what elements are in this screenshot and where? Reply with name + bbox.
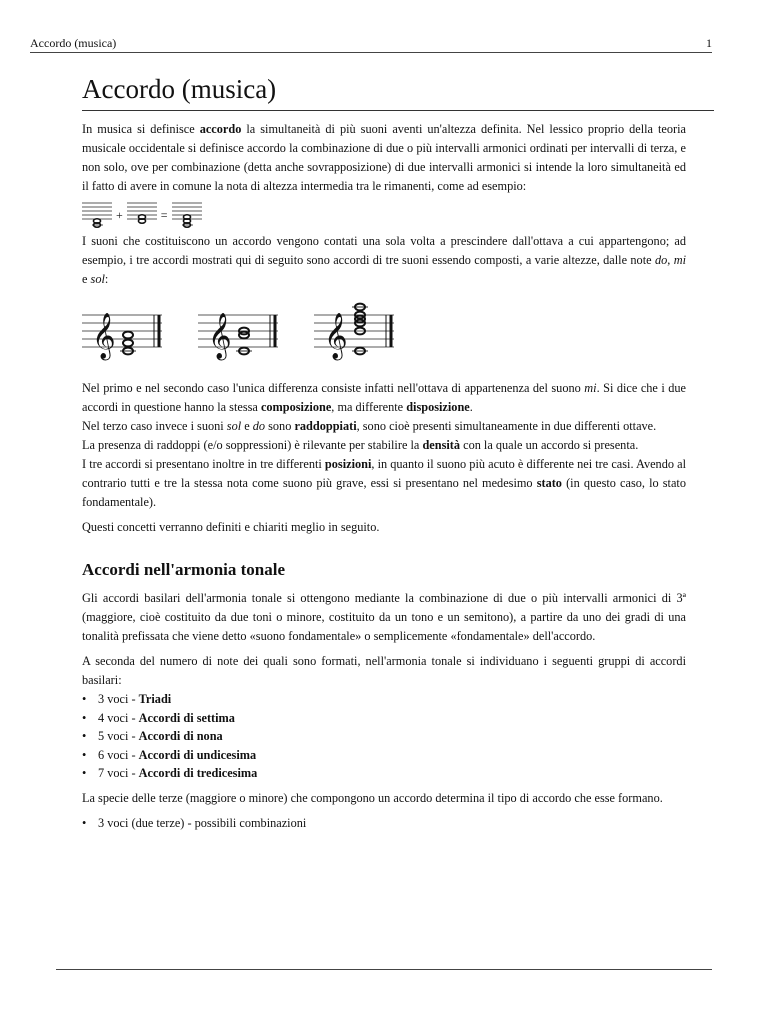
text-run: . Si dice che i due accordi in questione hanno la stessa: [82, 381, 686, 414]
chord-1-staff-icon: [82, 295, 162, 371]
bold-term: disposizione: [406, 400, 470, 414]
text-run: 6 voci -: [98, 747, 139, 762]
text-run: , ma differente: [331, 400, 407, 414]
chord-2-staff-icon: [198, 295, 278, 371]
text-run: I suoni che costituiscono un accordo vengono contati una sola volta a prescindere dall'ottava a cui appartengono; ad esempio, i tre accordi mostrati qui di seguito sono accordi di tre suoni essendo composti, a varie altezze, dalle note: [82, 234, 686, 267]
running-title: Accordo (musica): [30, 36, 117, 50]
list-item: [82, 764, 686, 783]
text-run: A seconda del numero di note dei quali sono formati, nell'armonia tonale si individuano i seguenti gruppi di accordi basilari:: [82, 654, 686, 687]
interval-combination-example: [82, 198, 686, 232]
bold-term: composizione: [260, 400, 332, 414]
text-run: , sono cioè presenti simultaneamente in due differenti ottave.: [356, 419, 657, 433]
text-run: Questi concetti verranno definiti e chiariti meglio in seguito.: [82, 520, 380, 534]
list-item: [82, 746, 686, 765]
text-run: , in quanto il suono più acuto è differente nei tre casi. Avendo al contrario tutti e tre la stessa nota come suono più grave, essi si presentano nel medesimo: [82, 457, 686, 490]
plus-sign: +: [116, 207, 123, 222]
list-item: [82, 727, 686, 746]
triad-staff-icon: [172, 200, 202, 230]
interval-staff-1-icon: [82, 200, 112, 230]
bold-term: Triadi: [138, 692, 172, 706]
text-run: :: [104, 272, 109, 286]
bold-term: accordo: [199, 122, 242, 136]
bold-term: Accordi di settima: [138, 710, 235, 725]
bold-term: Accordi di undicesima: [138, 747, 257, 762]
list-item: [82, 690, 686, 709]
bold-term: Accordi di tredicesima: [138, 766, 258, 780]
text-run: e: [241, 419, 253, 433]
combinations-list: [82, 814, 686, 833]
text-run: 7 voci -: [98, 766, 139, 780]
svg-text:𝄞: 𝄞: [92, 313, 116, 359]
bold-term: densità: [422, 438, 461, 452]
list-item: [82, 814, 686, 833]
bold-term: stato: [536, 476, 562, 490]
svg-text:𝄞: 𝄞: [208, 313, 232, 359]
text-run: la simultaneità di più suoni aventi un'altezza definita. Nel lessico proprio della teoria musicale occidentale si definisce accordo la combinazione di due o più intervalli armonici ordinati per intervalli di terza, e non solo, ove per combinazione (detta anche sovrapposizione) di due intervalli armonici si intende la loro simultaneità ed il fatto di avere in comune la nota di altezza intermedia tra le rimanenti, come ad esempio:: [82, 122, 686, 193]
text-run: La presenza di raddoppi (e/o soppressioni) è rilevante per stabilire la: [82, 438, 423, 452]
footer-rule: [56, 969, 712, 970]
groups-intro-paragraph: [82, 652, 686, 690]
text-run: 4 voci -: [98, 710, 139, 725]
italic-note-name: do: [252, 419, 266, 433]
equals-sign: =: [160, 207, 168, 222]
chord-examples: [82, 293, 686, 373]
text-run: La specie delle terze (maggiore o minore) che compongono un accordo determina il tipo di accordo che esse formano.: [82, 790, 663, 805]
text-run: Nel primo e nel secondo caso l'unica differenza consiste infatti nell'ottava di appartenenza del suono: [82, 381, 585, 395]
text-run: I tre accordi si presentano inoltre in tre differenti: [82, 457, 325, 471]
italic-note-name: do: [654, 253, 668, 267]
italic-note-name: sol: [90, 272, 105, 286]
text-run: sono: [265, 419, 295, 433]
basic-chords-paragraph: [82, 589, 686, 646]
text-run: 3 voci -: [98, 692, 139, 706]
text-run: Gli accordi basilari dell'armonia tonale si ottengono mediante la combinazione di due o più intervalli armonici di 3ª (maggiore, cioè costituito da due toni o minore, costituito da un tono e un semitono), a partire da uno dei gradi di una tonalità prefissata che viene detto «suono fondamentale» o semplicemente «fondamentale» dell'accordo.: [82, 591, 686, 643]
intro-paragraph: [82, 120, 686, 196]
section-heading: Accordi nell'armonia tonale: [82, 560, 286, 579]
text-run: .: [469, 400, 473, 414]
octave-paragraph: [82, 232, 686, 289]
italic-note-name: sol: [226, 419, 242, 433]
interval-staff-2-icon: [127, 200, 157, 230]
text-run: con la quale un accordo si presenta.: [460, 438, 639, 452]
article-body: [82, 120, 686, 832]
text-run: e: [82, 272, 91, 286]
chord-3-staff-icon: [314, 295, 394, 371]
chord-groups-list: [82, 690, 686, 783]
concepts-paragraph: [82, 518, 686, 537]
text-run: 3 voci (due terze) - possibili combinazioni: [98, 815, 307, 830]
text-run: In musica si definisce: [82, 122, 200, 136]
text-run: (in questo caso, lo stato fondamentale).: [82, 476, 686, 509]
bold-term: posizioni: [324, 457, 372, 471]
composition-paragraph: [82, 379, 686, 417]
text-run: 5 voci -: [98, 729, 139, 743]
text-run: Nel terzo caso invece i suoni: [82, 419, 227, 433]
thirds-paragraph: [82, 789, 686, 808]
running-header: [30, 36, 712, 53]
italic-note-name: mi: [673, 253, 686, 267]
list-item: [82, 709, 686, 728]
doubling-paragraph: [82, 417, 686, 436]
position-paragraph: [82, 455, 686, 512]
bold-term: Accordi di nona: [138, 729, 223, 743]
bold-term: raddoppiati: [294, 419, 357, 433]
text-run: ,: [667, 253, 674, 267]
svg-text:𝄞: 𝄞: [324, 313, 348, 359]
density-paragraph: [82, 436, 686, 455]
page-title: Accordo (musica): [82, 72, 714, 111]
page-number: 1: [706, 36, 712, 50]
italic-note-name: mi: [584, 381, 597, 395]
